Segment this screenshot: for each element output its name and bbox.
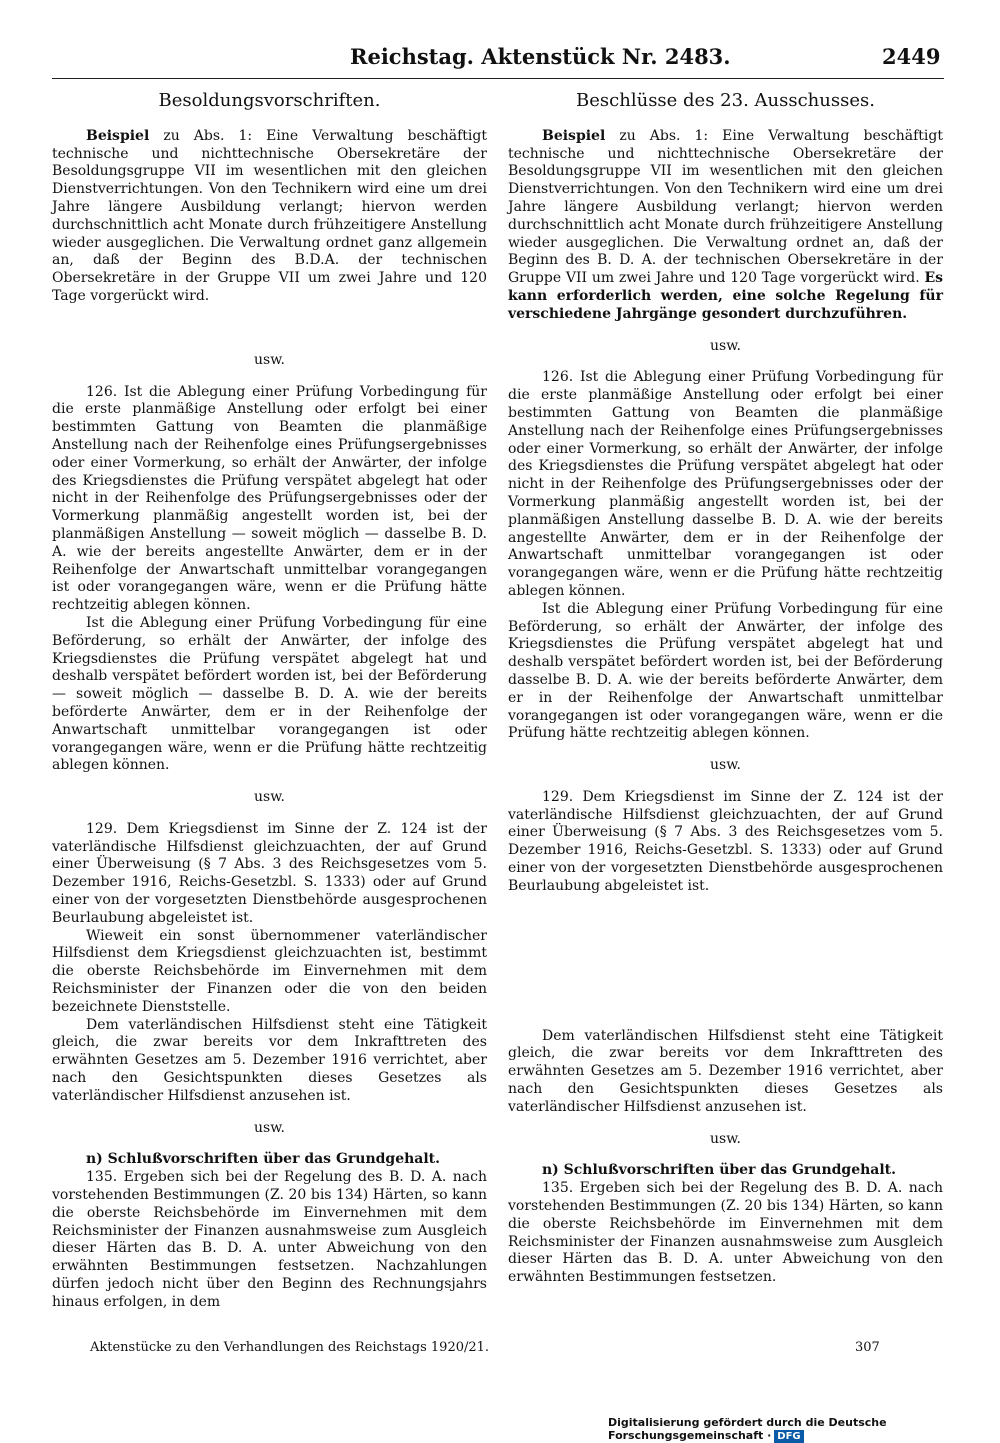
document-header-title: Reichstag. Aktenstück Nr. 2483.	[350, 44, 731, 69]
usw-marker: usw.	[710, 757, 741, 774]
section-heading-n: n) Schlußvorschriften über das Grundgehalt.	[86, 1151, 441, 1168]
usw-marker: usw.	[254, 351, 285, 368]
left-example-paragraph	[52, 128, 487, 306]
header-rule	[52, 78, 944, 79]
paragraph-135: 135. Ergeben sich bei der Regelung des B. D. A. nach vorstehenden Bestimmungen (Z. 20 bis 134) Härten, so kann die oberste Reichsbehörde im Einvernehmen mit dem Reichsminister der Finanzen ausnahmsweise zum Ausgleich dieser Härten das B. D. A. unter Abweichung von den erwähnten Bestimmungen festsetzen. Nachzahlungen dürfen jedoch nicht über den Beginn des Rechnungsjahrs hinaus erfolgen, in dem	[52, 1169, 487, 1310]
paragraph-129-c: Dem vaterländischen Hilfsdienst steht eine Tätigkeit gleich, die zwar bereits vor dem Inkrafttreten des erwähnten Gesetzes am 5. Dezember 1916 verrichtet, aber nach den Gesichtspunkten dieses Gesetzes als vaterländischer Hilfsdienst anzusehen ist.	[52, 1016, 487, 1104]
paragraph-129-a: 129. Dem Kriegsdienst im Sinne der Z. 124 ist der vaterländische Hilfsdienst gleichzuachten, der auf Grund einer Überweisung (§ 7 Abs. 3 des Reichsgesetzes vom 5. Dezember 1916, Reichs-Gesetzbl. S. 1333) oder auf Grund einer von der vorgesetzten Dienstbehörde ausgesprochenen Beurlaubung abgeleistet ist.	[52, 820, 487, 926]
usw-marker: usw.	[710, 1130, 741, 1147]
right-column	[508, 92, 943, 1287]
paragraph-129-a: 129. Dem Kriegsdienst im Sinne der Z. 124 ist der vaterländische Hilfsdienst gleichzuachten, der auf Grund einer Überweisung (§ 7 Abs. 3 des Reichsgesetzes vom 5. Dezember 1916, Reichs-Gesetzbl. S. 1333) oder auf Grund einer von der vorgesetzten Dienstbehörde ausgesprochenen Beurlaubung abgeleistet ist.	[508, 788, 943, 894]
usw-marker: usw.	[254, 789, 285, 806]
example-text: zu Abs. 1: Eine Verwaltung beschäftigt technische und nichttechnische Obersekretäre der Besoldungsgruppe VII im wesentlichen mit den gleichen Dienstverrichtungen. Von den Technikern wird eine um drei Jahre längere Ausbildung verlangt; hiervon werden durchschnittlich acht Monate durch frühzeitigere Anstellung wieder ausgeglichen. Die Verwaltung ordnet an, daß der Beginn des B. D. A. der technischen Obersekretäre in der Gruppe VII um zwei Jahre und 120 Tage vorgerückt wird.	[508, 127, 943, 287]
page-number: 2449	[882, 44, 941, 69]
paragraph-126-b: Ist die Ablegung einer Prüfung Vorbedingung für eine Beförderung, so erhält der Anwärter, der infolge des Kriegsdienstes die Prüfung verspätet abgelegt hat und deshalb verspätet befördert worden ist, bei der Beförderung — soweit möglich — dasselbe B. D. A. wie der bereits beförderte Anwärter, dem er in der Reihenfolge der Anwartschaft unmittelbar vorangegangen ist oder vorangegangen wäre, wenn er die Prüfung hätte rechtzeitig ablegen können.	[52, 614, 487, 774]
paragraph-129-c: Dem vaterländischen Hilfsdienst steht eine Tätigkeit gleich, die zwar bereits vor dem Inkrafttreten des erwähnten Gesetzes am 5. Dezember 1916 verrichtet, aber nach den Gesichtspunkten dieses Gesetzes als vaterländischer Hilfsdienst anzusehen ist.	[508, 1027, 943, 1115]
left-column-title: Besoldungsvorschriften.	[158, 90, 381, 111]
example-label: Beispiel	[542, 127, 606, 144]
dfg-credit	[608, 1416, 1000, 1443]
example-text: zu Abs. 1: Eine Verwaltung beschäftigt technische und nichttechnische Obersekretäre der Besoldungsgruppe VII im wesentlichen mit den gleichen Dienstverrichtungen. Von den Technikern wird eine um drei Jahre längere Ausbildung verlangt; hiervon werden durchschnittlich acht Monate durch frühzeitigere Anstellung wieder ausgeglichen. Die Verwaltung ordnet ganz allgemein an, daß der Beginn des B.D.A. der technischen Obersekretäre in der Gruppe VII um zwei Jahre und 120 Tage vorgerückt wird.	[52, 127, 487, 304]
paragraph-129-b: Wieweit ein sonst übernommener vaterländischer Hilfsdienst dem Kriegsdienst gleichzuachten ist, bestimmt die oberste Reichsbehörde im Einvernehmen mit dem Reichsminister der Finanzen oder die von den beiden bezeichnete Dienststelle.	[52, 927, 487, 1015]
footer-sheet-number: 307	[855, 1340, 880, 1355]
dfg-logo-icon: DFG	[774, 1430, 803, 1443]
dfg-credit-text: Digitalisierung gefördert durch die Deutsche Forschungsgemeinschaft ·	[608, 1416, 887, 1442]
section-heading-n: n) Schlußvorschriften über das Grundgehalt.	[542, 1162, 897, 1179]
example-label: Beispiel	[86, 127, 150, 144]
paragraph-126-a: 126. Ist die Ablegung einer Prüfung Vorbedingung für die erste planmäßige Anstellung oder erfolgt bei einer bestimmten Gattung von Beamten die planmäßige Anstellung nach der Reihenfolge eines Prüfungsergebnisses oder einer Vormerkung, so erhält der Anwärter, der infolge des Kriegsdienstes die Prüfung verspätet abgelegt hat oder nicht in der Reihenfolge des Prüfungsergebnisses oder der Vormerkung planmäßig angestellt worden ist, bei der planmäßigen Anstellung dasselbe B. D. A. wie der bereits angestellte Anwärter, dem er in der Reihenfolge der Anwartschaft unmittelbar vorangegangen ist oder vorangegangen wäre, wenn er die Prüfung hätte rechtzeitig ablegen können.	[508, 369, 943, 599]
left-column	[52, 92, 487, 1312]
usw-marker: usw.	[254, 1119, 285, 1136]
paragraph-126-b: Ist die Ablegung einer Prüfung Vorbedingung für eine Beförderung, so erhält der Anwärter, der infolge des Kriegsdienstes die Prüfung verspätet abgelegt hat und deshalb verspätet befördert worden ist, bei der Beförderung dasselbe B. D. A. wie der bereits beförderte Anwärter, dem er in der Reihenfolge der Anwartschaft unmittelbar vorangegangen ist oder vorangegangen wäre, wenn er die Prüfung hätte rechtzeitig ablegen können.	[508, 600, 943, 742]
right-column-title: Beschlüsse des 23. Ausschusses.	[576, 90, 875, 111]
right-example-paragraph	[508, 128, 943, 324]
footer-source: Aktenstücke zu den Verhandlungen des Reichstags 1920/21.	[90, 1340, 490, 1355]
paragraph-126-a: 126. Ist die Ablegung einer Prüfung Vorbedingung für die erste planmäßige Anstellung oder erfolgt bei einer bestimmten Gattung von Beamten die planmäßige Anstellung nach der Reihenfolge eines Prüfungsergebnisses oder einer Vormerkung, so erhält der Anwärter, der infolge des Kriegsdienstes die Prüfung verspätet abgelegt hat oder nicht in der Reihenfolge des Prüfungsergebnisses oder der Vormerkung planmäßig angestellt worden ist, bei der planmäßigen Anstellung — soweit möglich — dasselbe B. D. A. wie der bereits angestellte Anwärter, dem er in der Reihenfolge der Anwartschaft unmittelbar vorangegangen ist oder vorangegangen wäre, wenn er die Prüfung hätte rechtzeitig ablegen können.	[52, 383, 487, 614]
paragraph-135: 135. Ergeben sich bei der Regelung des B. D. A. nach vorstehenden Bestimmungen (Z. 20 bis 134) Härten, so kann die oberste Reichsbehörde im Einvernehmen mit dem Reichsminister der Finanzen ausnahmsweise zum Ausgleich dieser Härten das B. D. A. unter Abweichung von den erwähnten Bestimmungen festsetzen.	[508, 1180, 943, 1286]
usw-marker: usw.	[710, 337, 741, 354]
example-bold-addition: Es kann erforderlich werden, eine solche Regelung für verschiedene Jahrgänge gesondert durchzuführen.	[508, 270, 943, 322]
